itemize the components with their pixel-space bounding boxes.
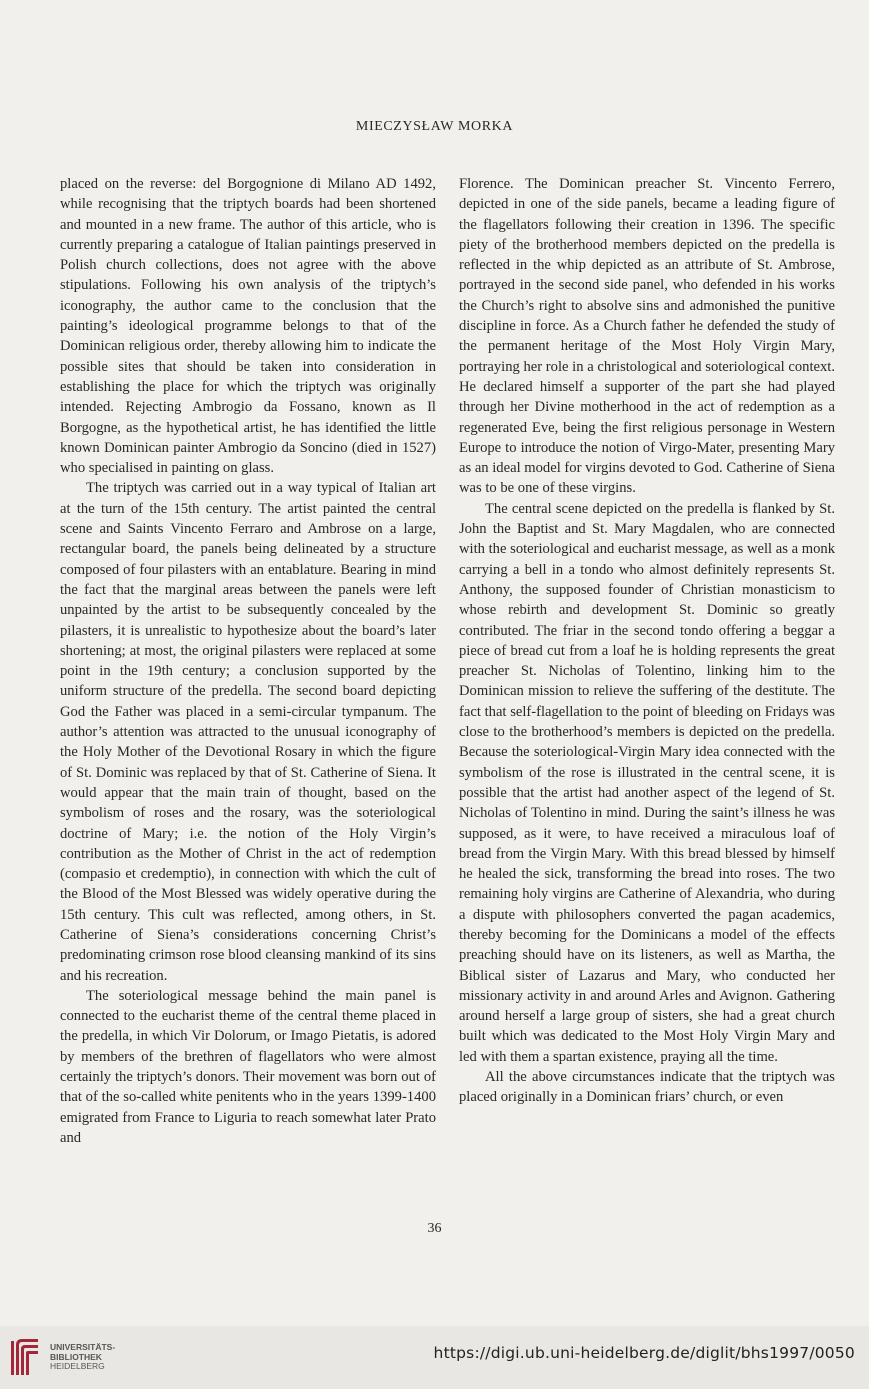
paragraph: The triptych was carried out in a way typical of Italian art at the turn of the 15th century. The artist painted the central scene and Saints Vincento Ferraro and Ambrose on a large, rectangular board, the panels being delineated by a structure composed of four pilasters with an entablature. Bearing in mind the fact that the marginal areas between the panels were left unpainted by the artist to be subsequently concealed by the pilasters, it is unrealistic to hypothesize about the board’s later shortening; at most, the original pilasters were replaced at some point in the 19th century; a conclusion supported by the uniform structure of the predella. The second board depicting God the Father was placed in a semi-circular tympanum. The author’s attention was attracted to the unusual iconography of the Holy Mother of the Devotional Rosary in which the figure of St. Dominic was replaced by that of St. Catherine of Siena. It would appear that the main train of thought, based on the symbolism of roses and the rosary, was the soteriological doctrine of Mary; i.e. the notion of the Holy Virgin’s contribution as the Mother of Christ in the act of redemption (compasio et credemptio), in connection with which the cult of the Blood of the Most Blessed was widely operative during the 15th century. This cult was reflected, among others, in St. Catherine of Siena’s considerations concerning Christ’s predominating crimson rose blood cleansing mankind of its sins and his recreation. — [60, 480, 436, 984]
paragraph: The central scene depicted on the predella is flanked by St. John the Baptist and St. Mary Magdalen, who are connected with the soteriological and eucharist message, as well as a monk carrying a bell in a tondo who almost definitely represents St. Anthony, the supposed founder of Christian monasticism to whose rebirth and development St. Dominic so greatly contributed. The friar in the second tondo offering a beggar a piece of bread cut from a loaf he is holding represents the great preacher St. Nicholas of Tolentino, linking him to the Dominican mission to relieve the suffering of the destitute. The fact that self-flagellation to the point of bleeding on Fridays was close to the brotherhood’s members is depicted on the predella. Because the soteriological-Virgin Mary idea connected with the symbolism of the rose is illustrated in the central scene, it is possible that the artist had another aspect of the legend of St. Nicholas of Tolentino in mind. During the saint’s illness he was supposed, as it were, to have received a miraculous loaf of bread from the Virgin Mary. With this bread blessed by himself he healed the sick, transforming the bread into roses. The two remaining holy virgins are Catherine of Alexandria, who during a dispute with philosophers converted the pagan academics, thereby becoming for the Dominicans a model of the effects preaching should have on its listeners, as well as Martha, the Biblical sister of Lazarus and Mary, who conducted her missionary activity in and around Arles and Avignon. Gathering around herself a large group of sisters, she had a great church built which was dedicated to the Most Holy Virgin Mary and led with them a spartan existence, praying all the time. — [459, 500, 835, 1065]
left-column — [60, 174, 436, 1148]
library-name — [50, 1343, 115, 1372]
source-url-link[interactable]: https://digi.ub.uni-heidelberg.de/diglit/bhs1997/0050 — [433, 1344, 855, 1362]
footer-bar — [0, 1326, 869, 1389]
paragraph: The soteriological message behind the main panel is connected to the eucharist theme of the central theme placed in the predella, in which Vir Dolorum, or Imago Pietatis, is adored by members of the brethren of flagellators who were almost certainly the triptych’s donors. Their movement was born out of that of the so-called white penitents who in the years 1399-1400 emigrated from France to Liguria to reach somewhat later Prato and — [60, 987, 436, 1146]
right-column — [459, 174, 835, 1108]
paragraph: Florence. The Dominican preacher St. Vincento Ferrero, depicted in one of the side panels, became a leading figure of the flagellators following their creation in 1396. The specific piety of the brotherhood members depicted on the predella is reflected in the whip depicted as an attribute of St. Ambrose, portrayed in the second side panel, who defended in his works the Church’s right to absolve sins and admonished the punitive discipline in force. As a Church father he defended the study of the permanent heritage of the Most Holy Virgin Mary, portraying her role in a christological and soteriological context. He declared himself a supporter of the part she had played through her Divine motherhood in the act of redemption as a regenerated Eve, being the first religious personage in Western Europe to introduce the notion of Virgo-Mater, presenting Mary as an ideal model for virgins devoted to God. Catherine of Siena was to be one of these virgins. — [459, 176, 835, 497]
paragraph: placed on the reverse: del Borgognione di Milano AD 1492, while recognising that the triptych boards had been shortened and mounted in a new frame. The author of this article, who is currently preparing a catalogue of Italian paintings preserved in Polish church collections, does not agree with the above stipulations. Following his own analysis of the triptych’s iconography, the author came to the conclusion that the painting’s ideological programme belongs to that of the Dominican religious order, thereby allowing him to indicate the possible sites that should be taken into consideration in establishing the place for which the triptych was originally intended. Rejecting Ambrogio da Fossano, known as Il Borgogne, as the hypothetical artist, he has identified the little known Dominican painter Ambrogio da Soncino (died in 1527) who specialised in painting on glass. — [60, 176, 436, 477]
running-head: MIECZYSŁAW MORKA — [355, 119, 514, 134]
library-line-1: UNIVERSITÄTS- — [50, 1342, 116, 1352]
paragraph: All the above circumstances indicate that the triptych was placed originally in a Dominican friars’ church, or even — [459, 1069, 835, 1106]
library-line-2: BIBLIOTHEK — [50, 1351, 102, 1362]
page-number: 36 — [427, 1221, 442, 1236]
library-line-3: HEIDELBERG — [50, 1361, 105, 1371]
university-library-logo-icon — [10, 1335, 40, 1379]
